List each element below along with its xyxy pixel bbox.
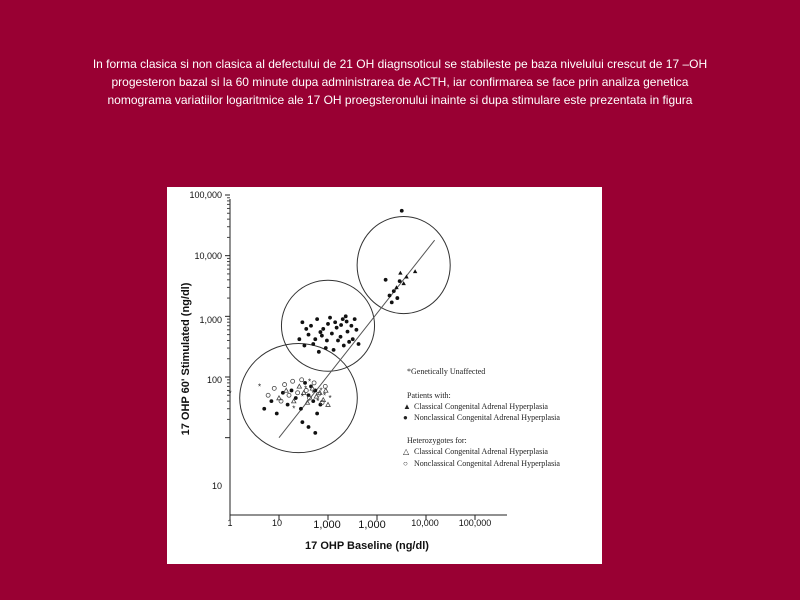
legend-patients-nonclassic: Nonclassical Congenital Adrenal Hyperplasia bbox=[414, 413, 560, 422]
point-nonclassical-patient bbox=[262, 407, 266, 411]
point-nonclassical-patient bbox=[353, 317, 357, 321]
point-nonclassical-patient bbox=[336, 339, 340, 343]
nomogram-figure bbox=[167, 187, 602, 564]
point-nonclassical-patient bbox=[307, 333, 311, 337]
point-heterozygote-nonclassical bbox=[296, 391, 300, 395]
point-heterozygote-nonclassical bbox=[312, 381, 316, 385]
legend-marker-circle-open: ○ bbox=[403, 459, 408, 468]
x-tick-label: 1 bbox=[227, 518, 233, 528]
point-heterozygote-nonclassical bbox=[283, 383, 287, 387]
data-points bbox=[228, 209, 417, 435]
cluster-circle bbox=[357, 217, 450, 314]
slide-text bbox=[60, 55, 740, 109]
point-nonclassical-patient bbox=[328, 316, 332, 320]
point-nonclassical-patient bbox=[398, 279, 402, 283]
point-heterozygote-nonclassical bbox=[287, 393, 291, 397]
legend-patients-header: Patients with: bbox=[407, 391, 451, 400]
point-classical-patient bbox=[398, 271, 402, 275]
x-axis-title: 17 OHP Baseline (ng/dl) bbox=[305, 540, 429, 552]
point-nonclassical-patient bbox=[344, 314, 348, 318]
point-nonclassical-patient bbox=[325, 339, 329, 343]
point-nonclassical-patient bbox=[315, 317, 319, 321]
point-nonclassical-patient bbox=[333, 320, 337, 324]
point-heterozygote-nonclassical bbox=[291, 379, 295, 383]
y-tick-label: 100,000 bbox=[189, 190, 222, 200]
point-nonclassical-patient bbox=[347, 340, 351, 344]
x-tick-label: 1,000 bbox=[313, 519, 341, 531]
point-nonclassical-patient bbox=[326, 322, 330, 326]
point-nonclassical-patient bbox=[388, 294, 392, 298]
point-nonclassical-patient bbox=[294, 396, 298, 400]
point-nonclassical-patient bbox=[286, 403, 290, 407]
point-nonclassical-patient bbox=[332, 348, 336, 352]
point-heterozygote-nonclassical bbox=[272, 386, 276, 390]
cluster-circle bbox=[240, 343, 358, 452]
point-genetically-unaffected: * bbox=[316, 397, 320, 407]
point-nonclassical-patient bbox=[320, 334, 324, 338]
y-tick-label: 100 bbox=[206, 375, 222, 385]
point-genetically-unaffected: * bbox=[257, 382, 262, 392]
point-nonclassical-patient bbox=[319, 330, 323, 334]
point-heterozygote-classical bbox=[326, 402, 330, 406]
point-nonclassical-patient bbox=[349, 324, 353, 328]
point-nonclassical-patient bbox=[390, 300, 394, 304]
point-nonclassical-patient bbox=[303, 344, 307, 348]
legend-hetero-nonclassic: Nonclassical Congenital Adrenal Hyperplasia bbox=[414, 459, 560, 468]
slide-text-line-2: progesteron bazal si la 60 minute dupa administrarea de ACTH, iar confirmarea se face prin analiza genetica bbox=[111, 75, 689, 89]
legend-marker-circle-filled: ● bbox=[403, 413, 408, 422]
point-genetically-unaffected: * bbox=[304, 384, 308, 394]
legend-marker-triangle-filled: ▲ bbox=[403, 402, 411, 411]
point-nonclassical-patient bbox=[400, 209, 404, 213]
point-genetically-unaffected: * bbox=[228, 388, 232, 398]
point-nonclassical-patient bbox=[335, 326, 339, 330]
point-nonclassical-patient bbox=[299, 407, 303, 411]
point-nonclassical-patient bbox=[304, 327, 308, 331]
point-nonclassical-patient bbox=[317, 350, 321, 354]
point-nonclassical-patient bbox=[270, 399, 274, 403]
slide-text-line-1: In forma clasica si non clasica al defectului de 21 OH diagnsoticul se stabileste pe baza nivelului crescut de 17 –OH bbox=[92, 57, 708, 71]
y-tick-label: 10,000 bbox=[194, 251, 222, 261]
x-tick-label: 10 bbox=[271, 518, 283, 528]
point-nonclassical-patient bbox=[339, 323, 343, 327]
point-nonclassical-patient bbox=[355, 328, 359, 332]
point-nonclassical-patient bbox=[300, 420, 304, 424]
point-nonclassical-patient bbox=[351, 337, 355, 341]
point-nonclassical-patient bbox=[339, 335, 343, 339]
y-tick-label: 10 bbox=[211, 481, 222, 491]
point-genetically-unaffected: * bbox=[322, 391, 327, 401]
point-genetically-unaffected: * bbox=[292, 404, 296, 414]
point-heterozygote-nonclassical bbox=[320, 400, 324, 404]
point-genetically-unaffected: * bbox=[311, 388, 315, 398]
legend-hetero-header: Heterozygotes for: bbox=[407, 436, 467, 445]
point-nonclassical-patient bbox=[275, 412, 279, 416]
point-genetically-unaffected: * bbox=[319, 386, 323, 396]
point-nonclassical-patient bbox=[384, 278, 388, 282]
point-nonclassical-patient bbox=[341, 317, 345, 321]
point-nonclassical-patient bbox=[324, 346, 328, 350]
point-nonclassical-patient bbox=[321, 327, 325, 331]
point-classical-patient bbox=[404, 275, 408, 279]
x-tick-label: 10,000 bbox=[411, 518, 439, 528]
point-nonclassical-patient bbox=[315, 412, 319, 416]
y-tick-label: 1,000 bbox=[199, 315, 222, 325]
point-nonclassical-patient bbox=[300, 320, 304, 324]
slide-text-line-3: nomograma variatiilor logaritmice ale 17 OH proegsteronului inainte si dupa stimulare este prezentata in figura bbox=[107, 93, 693, 107]
y-axis-title: 17 OHP 60' Stimulated (ng/dl) bbox=[180, 282, 192, 436]
point-nonclassical-patient bbox=[311, 342, 315, 346]
point-nonclassical-patient bbox=[307, 425, 311, 429]
legend-hetero-classic: Classical Congenital Adrenal Hyperplasia bbox=[414, 447, 548, 456]
y-axis-ticks bbox=[225, 195, 230, 438]
x-tick-label: 1,000 bbox=[358, 519, 386, 531]
point-nonclassical-patient bbox=[342, 344, 346, 348]
point-nonclassical-patient bbox=[346, 330, 350, 334]
point-nonclassical-patient bbox=[290, 389, 294, 393]
point-nonclassical-patient bbox=[345, 320, 349, 324]
point-nonclassical-patient bbox=[311, 399, 315, 403]
point-nonclassical-patient bbox=[313, 337, 317, 341]
point-heterozygote-classical bbox=[297, 384, 301, 388]
point-genetically-unaffected: * bbox=[307, 377, 312, 387]
point-heterozygote-nonclassical bbox=[323, 384, 327, 388]
point-nonclassical-patient bbox=[357, 342, 361, 346]
legend-marker-triangle-open: △ bbox=[403, 447, 410, 456]
point-genetically-unaffected: * bbox=[328, 394, 332, 404]
point-nonclassical-patient bbox=[395, 296, 399, 300]
point-nonclassical-patient bbox=[392, 289, 396, 293]
point-genetically-unaffected: * bbox=[300, 392, 304, 402]
point-heterozygote-classical bbox=[284, 388, 288, 392]
point-heterozygote-nonclassical bbox=[300, 378, 304, 382]
point-nonclassical-patient bbox=[330, 332, 334, 336]
annotation-genetically-unaffected: *Genetically Unaffected bbox=[407, 367, 486, 376]
point-nonclassical-patient bbox=[309, 324, 313, 328]
x-tick-label: 100,000 bbox=[458, 518, 492, 528]
nomogram-chart bbox=[167, 187, 602, 564]
point-classical-patient bbox=[413, 269, 417, 273]
legend-patients-classic: Classical Congenital Adrenal Hyperplasia bbox=[414, 402, 548, 411]
point-nonclassical-patient bbox=[297, 337, 301, 341]
point-nonclassical-patient bbox=[313, 431, 317, 435]
point-heterozygote-nonclassical bbox=[266, 393, 270, 397]
